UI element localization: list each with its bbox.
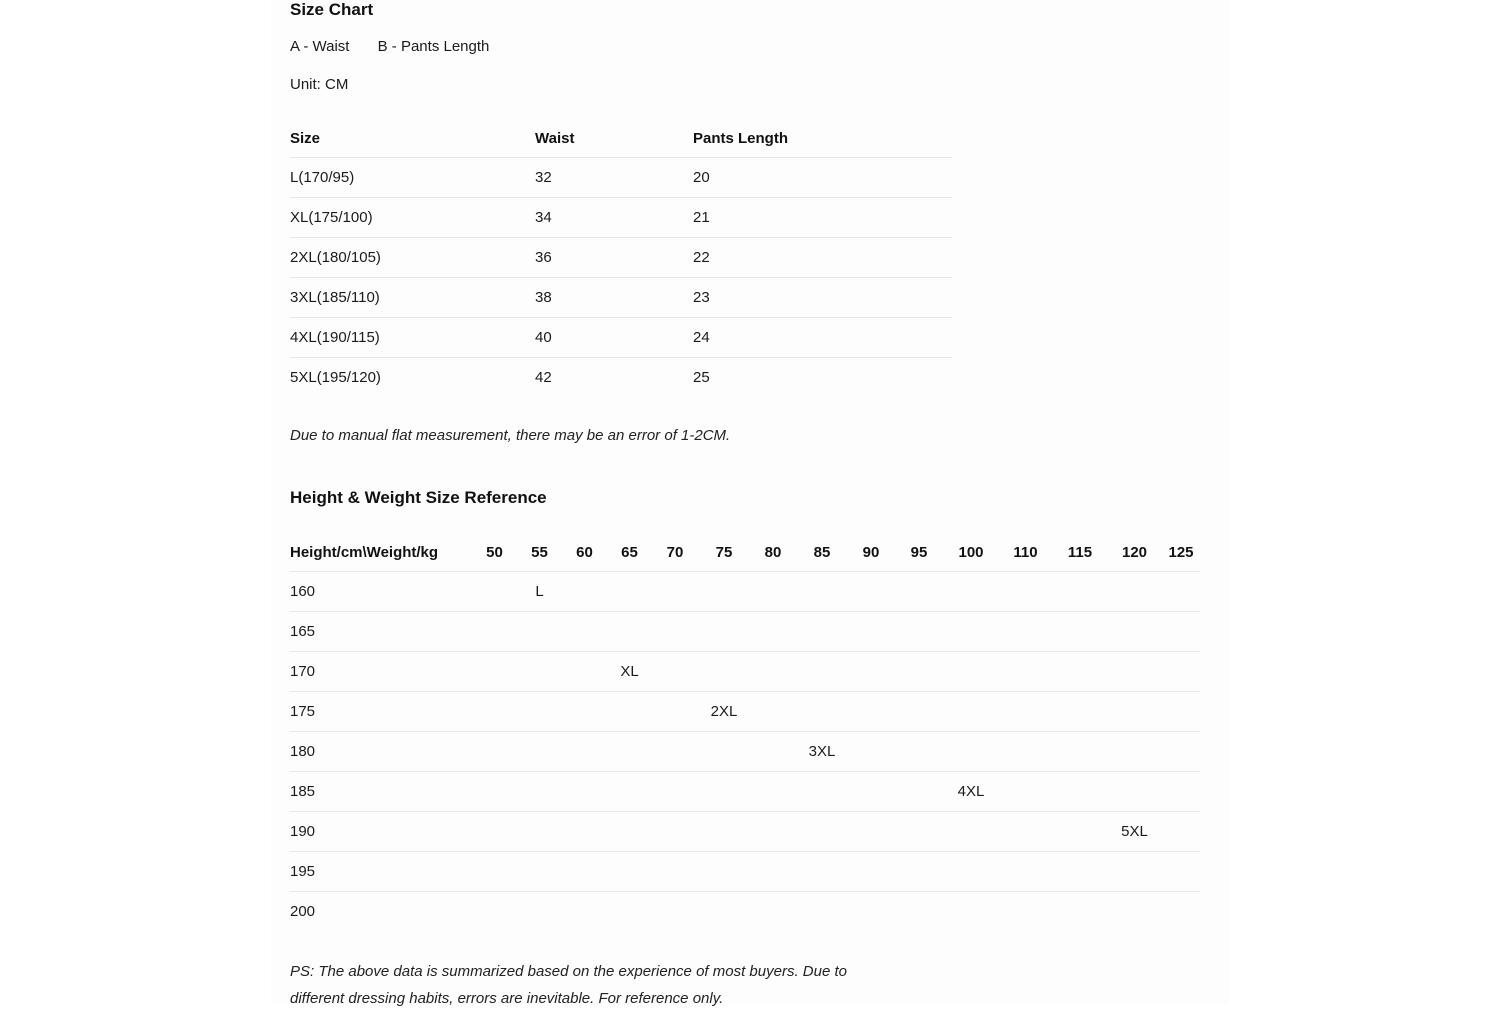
size-mark-cell: [848, 852, 894, 892]
size-mark-cell: [562, 852, 607, 892]
size-mark-cell: [472, 612, 517, 652]
size-mark-cell: [796, 692, 848, 732]
size-mark-cell: [1107, 892, 1162, 932]
size-mark-cell: [796, 572, 848, 612]
height-cell: 195: [290, 852, 472, 892]
size-mark-cell: [1107, 852, 1162, 892]
weight-header: 70: [652, 533, 698, 572]
size-mark-cell: [607, 692, 652, 732]
weight-header: 65: [607, 533, 652, 572]
size-mark-cell: [944, 892, 998, 932]
waist-cell: 36: [535, 238, 693, 278]
size-mark-cell: [1107, 572, 1162, 612]
size-mark-cell: [848, 692, 894, 732]
measure-label-pants-length: B - Pants Length: [377, 38, 490, 55]
size-mark-cell: [998, 692, 1053, 732]
size-mark-cell: [652, 852, 698, 892]
size-mark-cell: [607, 892, 652, 932]
size-mark-cell: [998, 772, 1053, 812]
size-mark-cell: [517, 892, 562, 932]
size-mark-cell: [944, 852, 998, 892]
height-cell: 165: [290, 612, 472, 652]
size-mark-cell: [1162, 692, 1200, 732]
table-row: [290, 892, 1200, 932]
height-weight-reference-table: [290, 533, 1200, 931]
size-guide-panel: [271, 0, 1229, 1007]
size-mark-cell: [1107, 732, 1162, 772]
size-mark-cell: 4XL: [944, 772, 998, 812]
size-mark-cell: [750, 572, 796, 612]
size-mark-cell: [944, 812, 998, 852]
size-mark-cell: [517, 692, 562, 732]
height-cell: 160: [290, 572, 472, 612]
size-mark-cell: L: [517, 572, 562, 612]
size-mark-cell: [652, 692, 698, 732]
size-cell: 2XL(180/105): [290, 238, 535, 278]
size-mark-cell: 5XL: [1107, 812, 1162, 852]
measure-labels: [290, 37, 1229, 57]
size-mark-cell: [652, 892, 698, 932]
size-mark-cell: [796, 892, 848, 932]
size-mark-cell: XL: [607, 652, 652, 692]
size-mark-cell: [698, 772, 750, 812]
size-mark-cell: [998, 572, 1053, 612]
measurement-error-note: Due to manual flat measurement, there may be an error of 1-2CM.: [290, 427, 731, 444]
pants-length-cell: 23: [693, 278, 952, 318]
table-row: [290, 358, 952, 398]
size-mark-cell: [1162, 652, 1200, 692]
size-mark-cell: [894, 652, 944, 692]
size-mark-cell: [998, 612, 1053, 652]
weight-header: 120: [1107, 533, 1162, 572]
pants-length-cell: 24: [693, 318, 952, 358]
size-mark-cell: [607, 732, 652, 772]
size-mark-cell: [1053, 612, 1107, 652]
table-row: [290, 772, 1200, 812]
size-mark-cell: [698, 892, 750, 932]
size-mark-cell: [944, 652, 998, 692]
size-mark-cell: [607, 572, 652, 612]
size-mark-cell: [944, 572, 998, 612]
size-mark-cell: [1053, 572, 1107, 612]
size-mark-cell: [607, 612, 652, 652]
table-row: [290, 238, 952, 278]
size-mark-cell: [698, 572, 750, 612]
height-cell: 185: [290, 772, 472, 812]
size-mark-cell: [796, 652, 848, 692]
size-mark-cell: [472, 732, 517, 772]
size-mark-cell: [517, 812, 562, 852]
size-mark-cell: [944, 612, 998, 652]
column-header-size: Size: [290, 119, 535, 158]
size-mark-cell: [1053, 692, 1107, 732]
size-mark-cell: [698, 652, 750, 692]
size-mark-cell: [472, 572, 517, 612]
size-mark-cell: [1162, 572, 1200, 612]
size-mark-cell: [1107, 772, 1162, 812]
size-mark-cell: [848, 892, 894, 932]
size-mark-cell: [848, 772, 894, 812]
size-mark-cell: [796, 612, 848, 652]
size-mark-cell: [607, 812, 652, 852]
size-mark-cell: [562, 572, 607, 612]
weight-header: 60: [562, 533, 607, 572]
table-row: [290, 278, 952, 318]
size-mark-cell: [750, 692, 796, 732]
size-mark-cell: [652, 732, 698, 772]
size-mark-cell: [1053, 812, 1107, 852]
table-row: [290, 692, 1200, 732]
size-mark-cell: [698, 812, 750, 852]
size-mark-cell: [1162, 852, 1200, 892]
size-mark-cell: [998, 732, 1053, 772]
size-mark-cell: [652, 812, 698, 852]
size-mark-cell: [750, 772, 796, 812]
size-mark-cell: [894, 692, 944, 732]
weight-header: 90: [848, 533, 894, 572]
size-chart-title: Size Chart: [290, 0, 374, 19]
size-mark-cell: [848, 652, 894, 692]
size-mark-cell: [472, 772, 517, 812]
height-cell: 180: [290, 732, 472, 772]
size-mark-cell: [562, 692, 607, 732]
size-mark-cell: [562, 732, 607, 772]
weight-header: 115: [1053, 533, 1107, 572]
size-mark-cell: [750, 652, 796, 692]
size-mark-cell: [652, 612, 698, 652]
reference-header-row: [290, 533, 1200, 572]
height-cell: 175: [290, 692, 472, 732]
size-mark-cell: [796, 852, 848, 892]
size-mark-cell: [472, 812, 517, 852]
size-mark-cell: [562, 612, 607, 652]
size-mark-cell: [698, 852, 750, 892]
size-mark-cell: [562, 652, 607, 692]
size-mark-cell: [894, 572, 944, 612]
size-mark-cell: [750, 892, 796, 932]
size-cell: 4XL(190/115): [290, 318, 535, 358]
waist-cell: 40: [535, 318, 693, 358]
size-mark-cell: [998, 652, 1053, 692]
size-mark-cell: [848, 732, 894, 772]
size-mark-cell: [652, 572, 698, 612]
size-mark-cell: [1162, 732, 1200, 772]
table-row: [290, 572, 1200, 612]
weight-header: 95: [894, 533, 944, 572]
weight-header: 80: [750, 533, 796, 572]
size-mark-cell: [894, 772, 944, 812]
size-mark-cell: [1053, 852, 1107, 892]
reference-disclaimer-note: PS: The above data is summarized based on the experience of most buyers. Due to different dressing habits, errors are inevitable. For reference only.: [290, 963, 847, 1007]
height-cell: 190: [290, 812, 472, 852]
size-mark-cell: [517, 732, 562, 772]
size-mark-cell: [1162, 772, 1200, 812]
size-mark-cell: [1053, 772, 1107, 812]
size-mark-cell: [944, 692, 998, 732]
size-mark-cell: [562, 892, 607, 932]
size-mark-cell: [1107, 692, 1162, 732]
size-mark-cell: [607, 772, 652, 812]
size-mark-cell: [1053, 892, 1107, 932]
size-mark-cell: [472, 652, 517, 692]
size-mark-cell: [894, 732, 944, 772]
size-mark-cell: [698, 612, 750, 652]
size-mark-cell: 3XL: [796, 732, 848, 772]
waist-cell: 38: [535, 278, 693, 318]
table-row: [290, 812, 1200, 852]
weight-header: 55: [517, 533, 562, 572]
size-mark-cell: [894, 812, 944, 852]
size-mark-cell: [944, 732, 998, 772]
size-mark-cell: [894, 612, 944, 652]
size-mark-cell: [750, 612, 796, 652]
table-row: [290, 732, 1200, 772]
size-mark-cell: [607, 852, 652, 892]
size-mark-cell: [848, 612, 894, 652]
size-mark-cell: [1053, 732, 1107, 772]
size-mark-cell: [562, 772, 607, 812]
table-row: [290, 198, 952, 238]
size-mark-cell: [472, 892, 517, 932]
height-cell: 200: [290, 903, 316, 920]
column-header-pants-length: Pants Length: [693, 119, 952, 158]
pants-length-cell: 21: [693, 198, 952, 238]
size-mark-cell: [698, 732, 750, 772]
size-mark-cell: [472, 852, 517, 892]
size-mark-cell: [517, 852, 562, 892]
size-mark-cell: 2XL: [698, 692, 750, 732]
size-mark-cell: [652, 652, 698, 692]
size-mark-cell: [517, 772, 562, 812]
unit-label: Unit: CM: [290, 76, 349, 93]
size-cell: XL(175/100): [290, 198, 535, 238]
waist-cell: 34: [535, 198, 693, 238]
size-mark-cell: [848, 812, 894, 852]
size-mark-cell: [1053, 652, 1107, 692]
size-chart-table: [290, 119, 952, 397]
size-mark-cell: [750, 812, 796, 852]
table-row: [290, 852, 1200, 892]
size-mark-cell: [517, 652, 562, 692]
size-cell: 3XL(185/110): [290, 278, 535, 318]
size-mark-cell: [517, 612, 562, 652]
size-mark-cell: [894, 892, 944, 932]
weight-header: 125: [1162, 533, 1200, 572]
size-mark-cell: [652, 772, 698, 812]
size-mark-cell: [1162, 612, 1200, 652]
size-cell: 5XL(195/120): [290, 369, 381, 386]
weight-header: 85: [796, 533, 848, 572]
size-mark-cell: [750, 732, 796, 772]
size-cell: L(170/95): [290, 158, 535, 198]
size-mark-cell: [562, 812, 607, 852]
weight-header: 110: [998, 533, 1053, 572]
measure-label-waist: A - Waist: [290, 38, 350, 55]
size-mark-cell: [1107, 612, 1162, 652]
size-mark-cell: [796, 772, 848, 812]
size-mark-cell: [472, 692, 517, 732]
size-mark-cell: [998, 812, 1053, 852]
table-row: [290, 612, 1200, 652]
column-header-waist: Waist: [535, 119, 693, 158]
pants-length-cell: 20: [693, 158, 952, 198]
size-mark-cell: [848, 572, 894, 612]
height-cell: 170: [290, 652, 472, 692]
size-mark-cell: [998, 852, 1053, 892]
size-mark-cell: [1162, 892, 1200, 932]
weight-header: 75: [698, 533, 750, 572]
size-chart-header-row: [290, 119, 952, 158]
table-row: [290, 652, 1200, 692]
size-mark-cell: [1162, 812, 1200, 852]
size-mark-cell: [750, 852, 796, 892]
size-mark-cell: [1107, 652, 1162, 692]
size-reference-title: Height & Weight Size Reference: [290, 488, 547, 507]
weight-header: 100: [944, 533, 998, 572]
table-row: [290, 318, 952, 358]
size-mark-cell: [796, 812, 848, 852]
pants-length-cell: 25: [693, 369, 710, 386]
size-mark-cell: [894, 852, 944, 892]
waist-cell: 32: [535, 158, 693, 198]
weight-header: 50: [472, 533, 517, 572]
corner-header: Height/cm\Weight/kg: [290, 533, 472, 572]
pants-length-cell: 22: [693, 238, 952, 278]
waist-cell: 42: [535, 369, 552, 386]
size-mark-cell: [998, 892, 1053, 932]
table-row: [290, 158, 952, 198]
